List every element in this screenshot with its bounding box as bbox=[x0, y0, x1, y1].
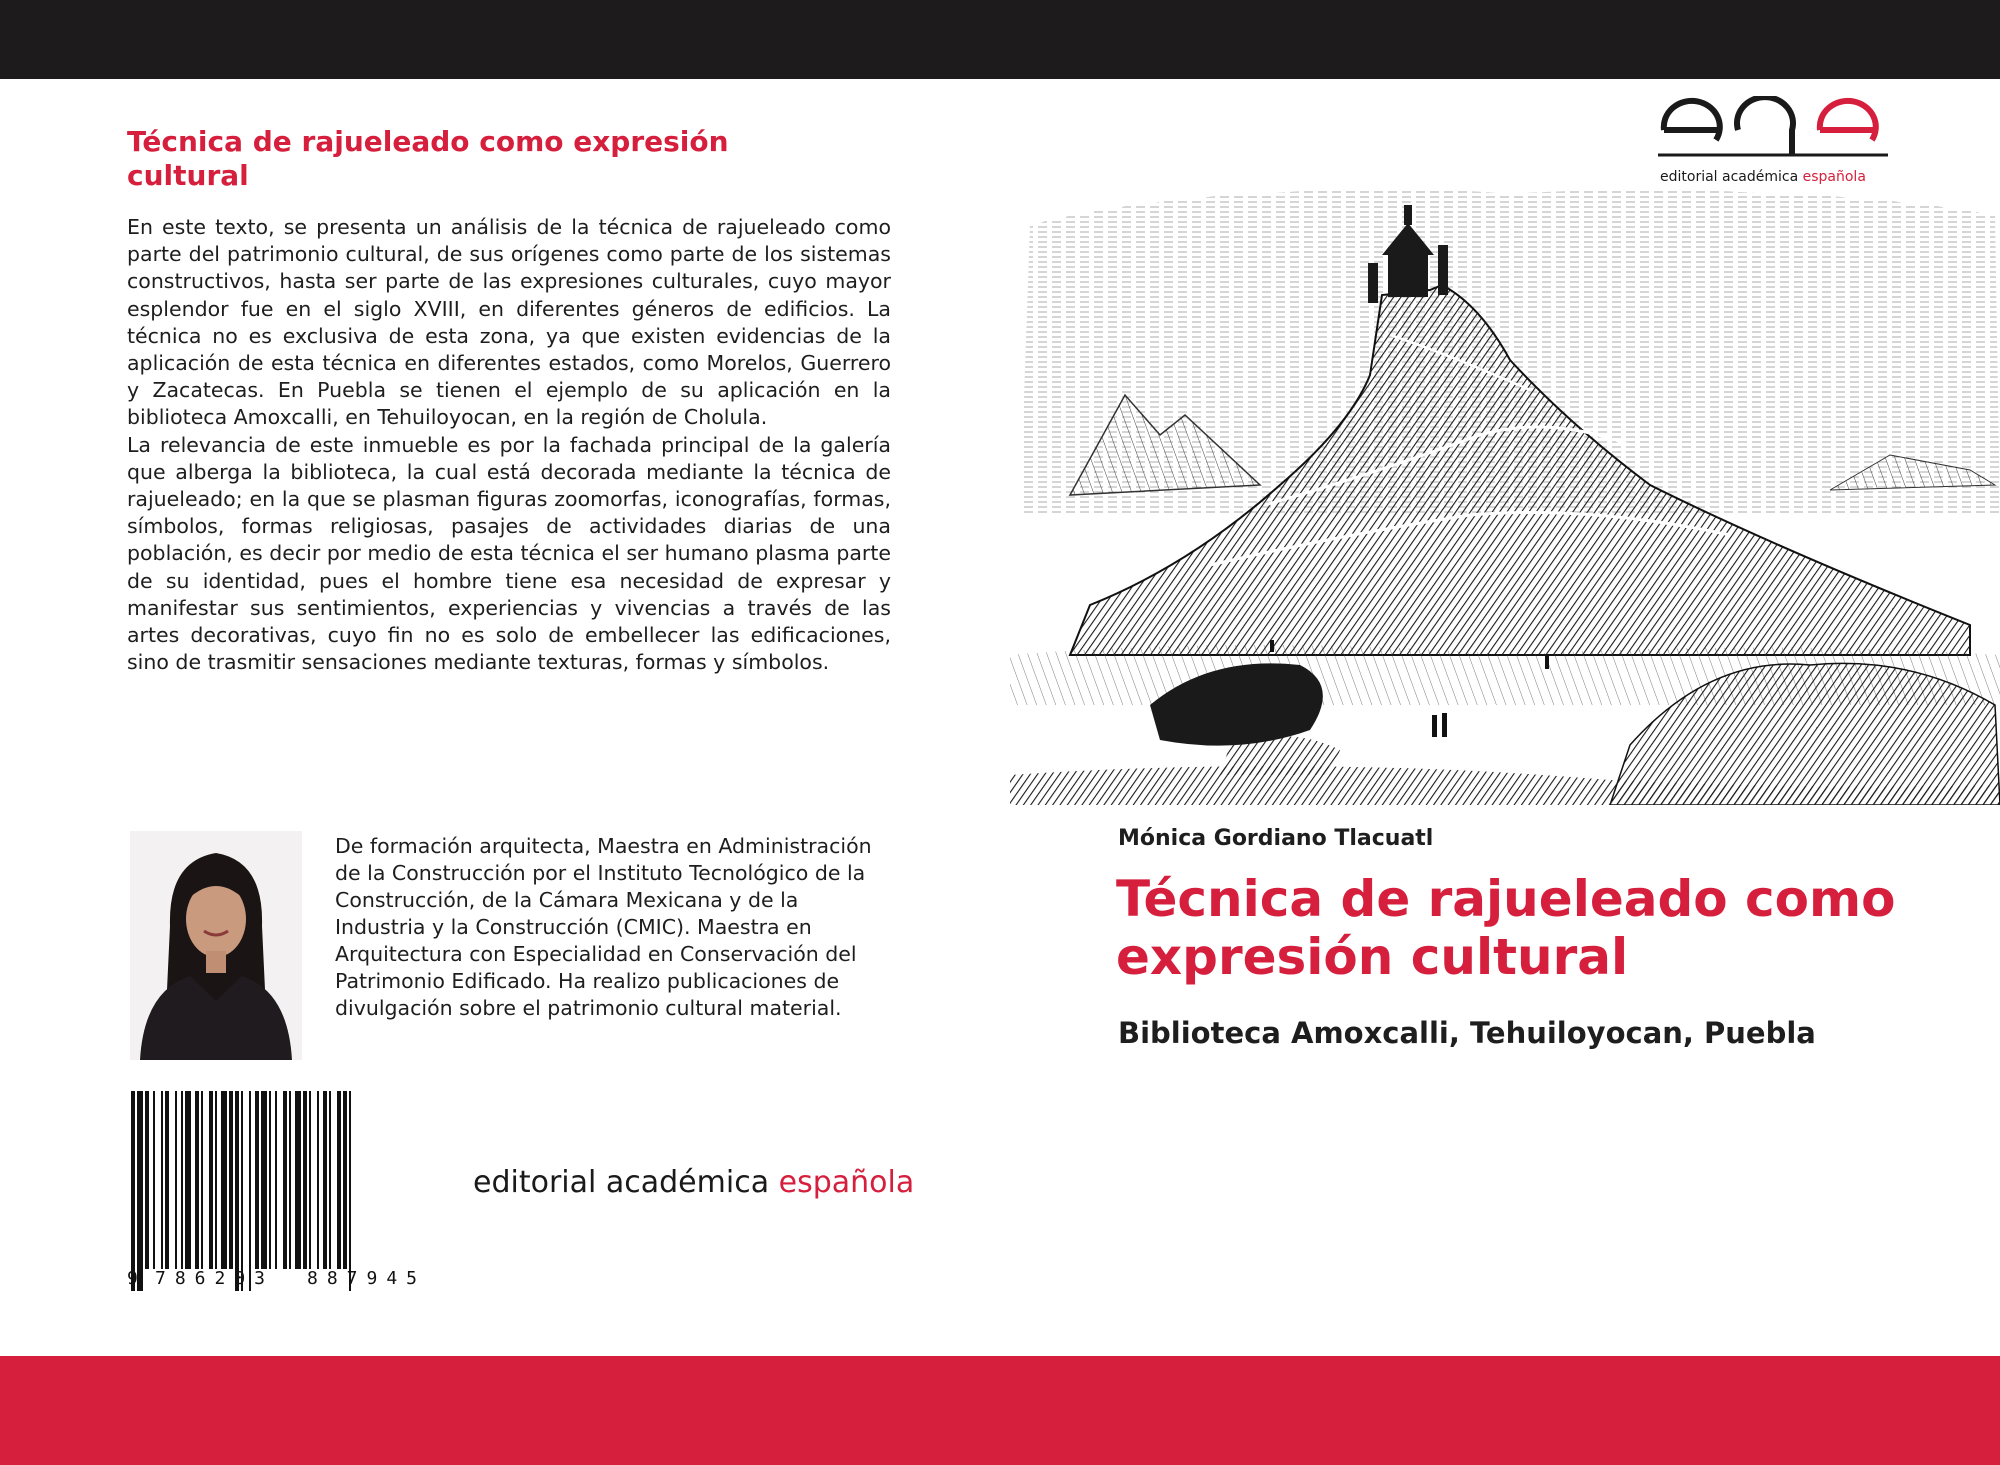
barcode-bar bbox=[221, 1091, 227, 1269]
barcode-bar bbox=[317, 1091, 319, 1269]
barcode-bar bbox=[295, 1091, 301, 1269]
barcode-bar bbox=[195, 1091, 199, 1269]
barcode-bar bbox=[241, 1091, 243, 1291]
bottom-band bbox=[0, 1356, 2000, 1465]
barcode-bar bbox=[343, 1091, 347, 1269]
barcode-bar bbox=[261, 1091, 267, 1269]
synopsis bbox=[127, 214, 891, 676]
back-publisher-accent: española bbox=[778, 1165, 915, 1200]
barcode-bar bbox=[181, 1091, 183, 1269]
book-title: Técnica de rajueleado como expresión cultural bbox=[1116, 870, 1896, 986]
isbn-digits-right: 887945 bbox=[307, 1268, 427, 1289]
barcode-bar bbox=[131, 1091, 135, 1291]
barcode-bar bbox=[215, 1091, 217, 1269]
author-photo bbox=[130, 831, 302, 1060]
barcode-bar bbox=[303, 1091, 307, 1269]
isbn-digit-first: 9 bbox=[127, 1268, 138, 1289]
barcode-bar bbox=[249, 1091, 251, 1291]
barcode-bar bbox=[329, 1091, 331, 1269]
barcode-bar bbox=[145, 1091, 149, 1269]
barcode-bar bbox=[137, 1091, 143, 1291]
barcode-bar bbox=[269, 1091, 271, 1269]
isbn-digits bbox=[127, 1268, 457, 1294]
barcode-bar bbox=[323, 1091, 327, 1269]
barcode-bar bbox=[309, 1091, 311, 1269]
barcode-bar bbox=[349, 1091, 351, 1291]
barcode-bar bbox=[337, 1091, 341, 1269]
barcode-bar bbox=[275, 1091, 277, 1269]
barcode-bar bbox=[229, 1091, 233, 1269]
barcode-bar bbox=[289, 1091, 291, 1269]
barcode-bar bbox=[235, 1091, 239, 1291]
book-subtitle: Biblioteca Amoxcalli, Tehuiloyocan, Puebla bbox=[1118, 1016, 1816, 1050]
top-band bbox=[0, 0, 2000, 79]
logo-caption-accent: española bbox=[1802, 169, 1866, 185]
back-publisher-main: editorial académica bbox=[473, 1165, 779, 1200]
author-name: Mónica Gordiano Tlacuatl bbox=[1118, 826, 1434, 851]
barcode-bar bbox=[283, 1091, 287, 1269]
synopsis-paragraph-2: La relevancia de este inmueble es por la fachada principal de la galería que alberga la biblioteca, la cual está decorada mediante la técnica de rajueleado; en la que se plasman figuras zoomorfas, iconografías, formas, símbolos, formas religiosas, pasajes de actividades diarias de una población, es decir por medio de esta técnica el ser humano plasma parte de su identidad, pues el hombre tiene esa necesidad de expresar y manifestar sus sentimientos, experiencias y vivencias a través de las artes decorativas, cuyo fin no es solo de embellecer las edificaciones, sino de trasmitir sensaciones mediante texturas, formas y símbolos. bbox=[127, 432, 891, 675]
logo-caption-main: editorial académica bbox=[1660, 169, 1803, 185]
eae-logo bbox=[1658, 96, 1888, 158]
isbn-barcode bbox=[127, 1091, 457, 1291]
barcode-bar bbox=[153, 1091, 155, 1269]
barcode-bar bbox=[175, 1091, 177, 1269]
synopsis-paragraph-1: En este texto, se presenta un análisis de la técnica de rajueleado como parte del patrimonio cultural, de sus orígenes como parte de los sistemas constructivos, hasta ser parte de las expresiones culturales, cuyo mayor esplendor fue en el siglo XVIII, en diferentes géneros de edificios. La técnica no es exclusiva de esta zona, ya que existen evidencias de la aplicación de esta técnica en diferentes estados, como Morelos, Guerrero y Zacatecas. En Puebla se tienen el ejemplo de su aplicación en la biblioteca Amoxcalli, en Tehuiloyocan, en la región de Cholula. bbox=[127, 215, 891, 430]
isbn-digits-left: 786203 bbox=[155, 1268, 275, 1289]
engraving-illustration-icon bbox=[1010, 185, 2000, 805]
barcode-bar bbox=[185, 1091, 191, 1269]
barcode-bar bbox=[165, 1091, 169, 1269]
barcode-bar bbox=[201, 1091, 203, 1269]
barcode-bar bbox=[209, 1091, 213, 1269]
author-bio: De formación arquitecta, Maestra en Administración de la Construcción por el Instituto Tecnológico de la Construcción, de la Cámara Mexicana y de la Industria y la Construcción (CMIC). Maestra en Arquitectura con Especialidad en Conservación del Patrimonio Edificado. Ha realizo publicaciones de divulgación sobre el patrimonio cultural material. bbox=[335, 834, 872, 1020]
logo-caption bbox=[1660, 169, 1866, 185]
barcode-bar bbox=[161, 1091, 163, 1269]
back-publisher-name bbox=[473, 1165, 914, 1200]
back-cover-title: Técnica de rajueleado como expresión cultural bbox=[127, 125, 729, 192]
barcode-bar bbox=[255, 1091, 259, 1269]
